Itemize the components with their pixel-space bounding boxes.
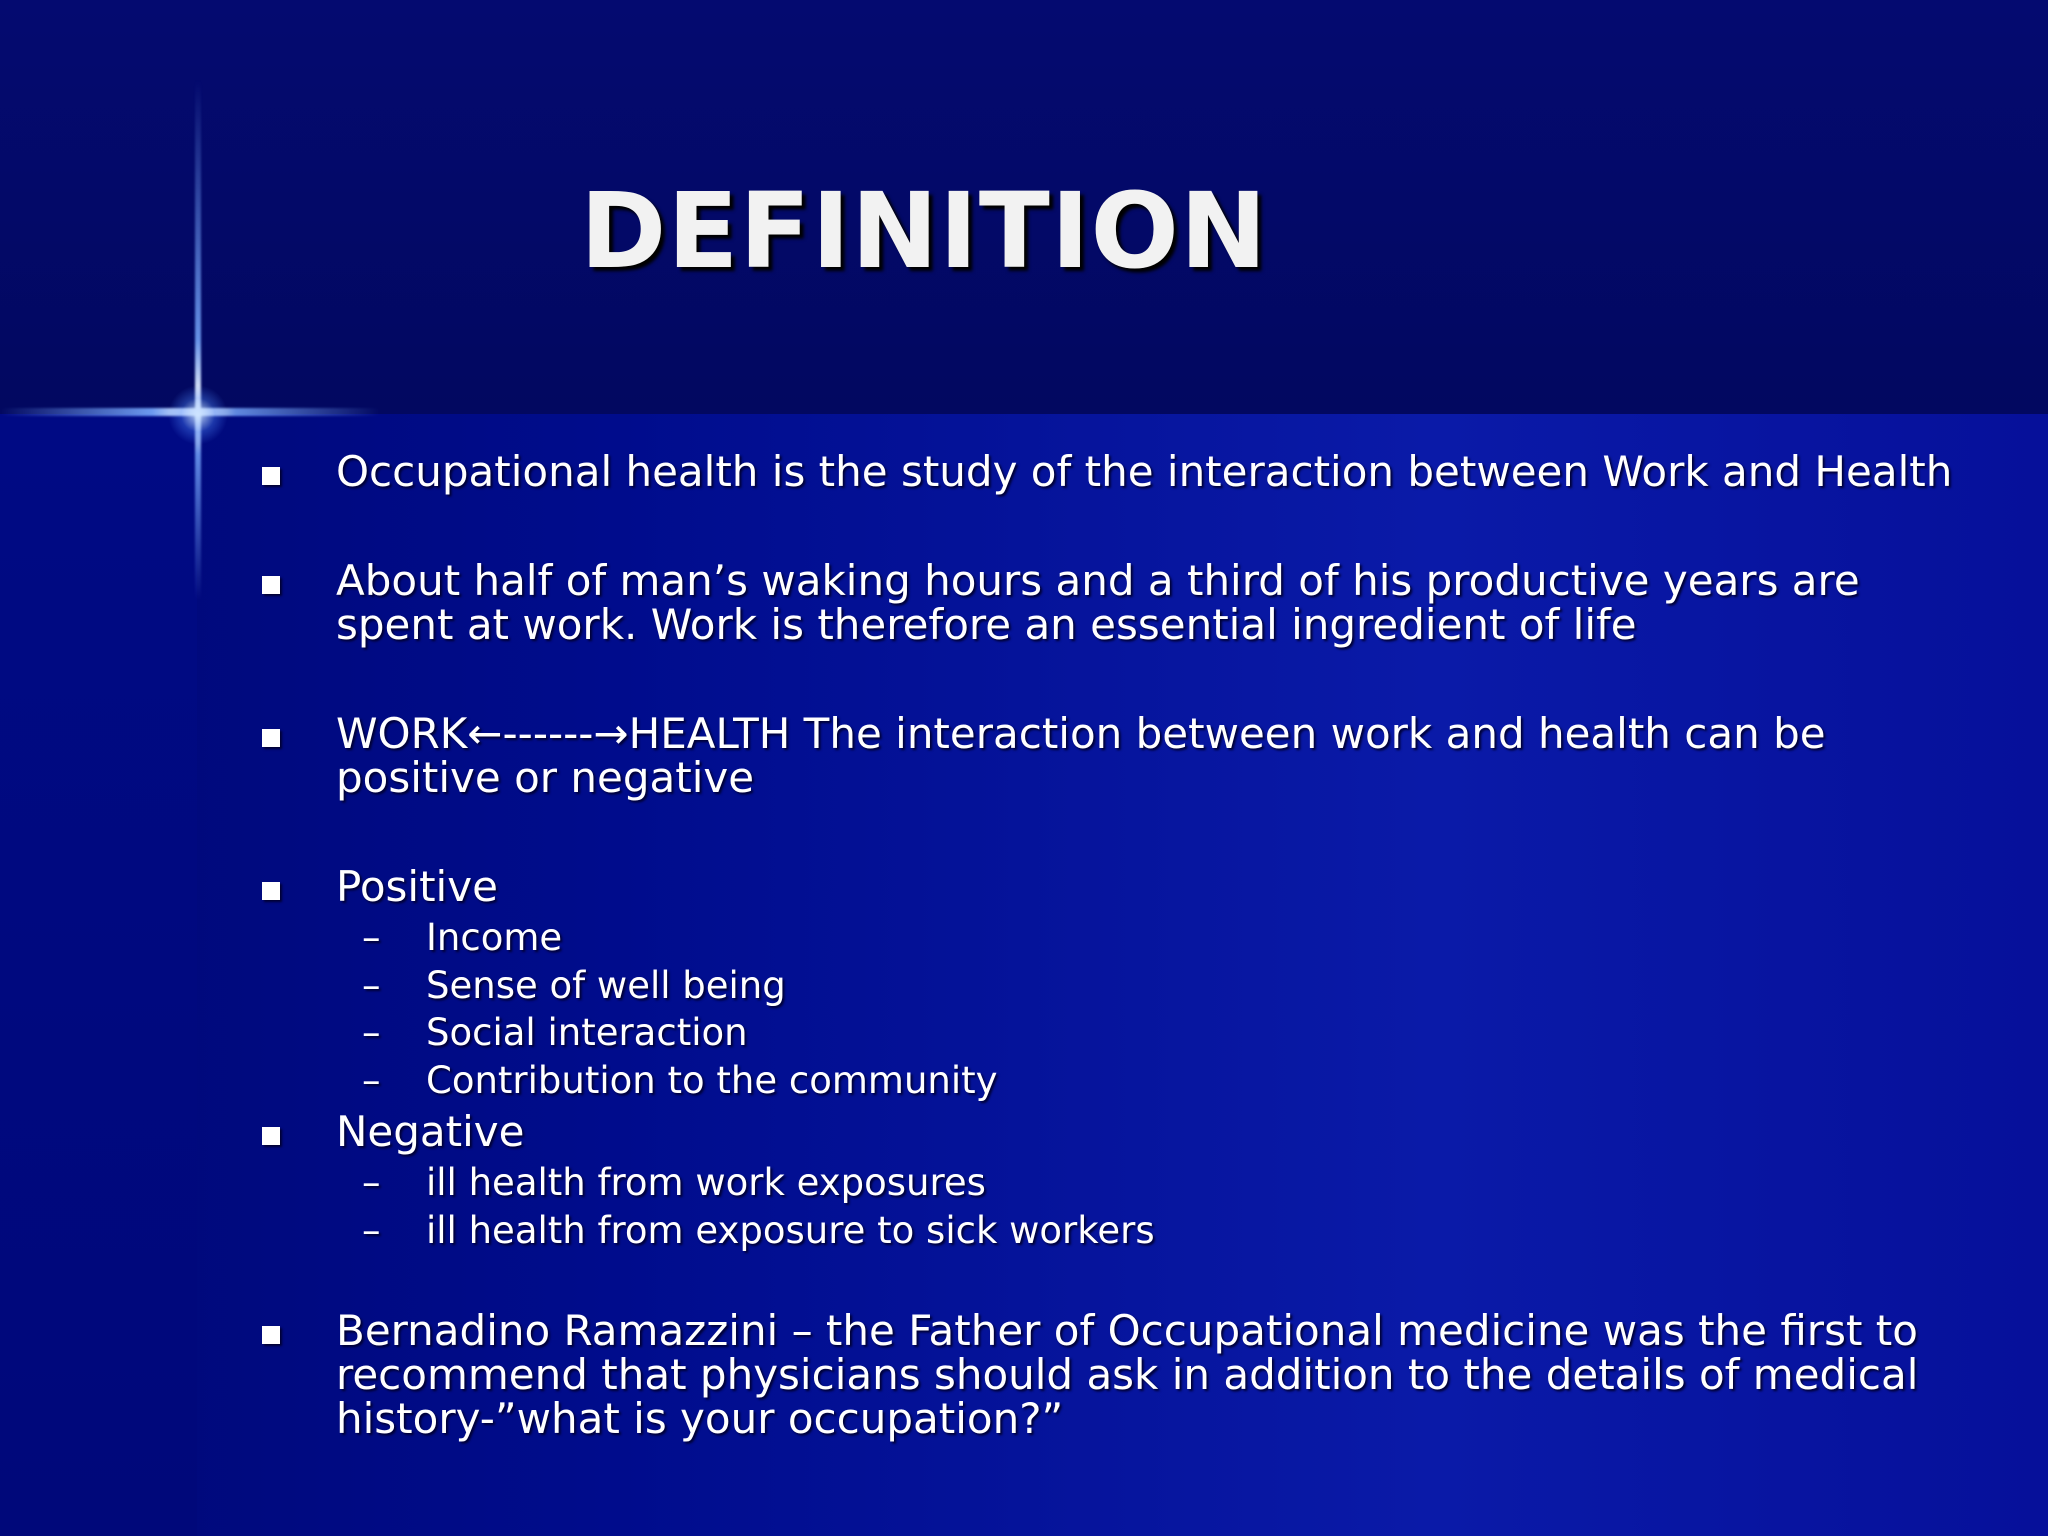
bullet-text — [336, 862, 1956, 911]
bullet-line: Positive — [336, 862, 498, 911]
dash-bullet: – — [362, 1059, 381, 1102]
dash-bullet: – — [362, 1011, 381, 1054]
dash-bullet: – — [362, 916, 381, 959]
sub-item-text: Income — [426, 916, 563, 959]
bullet-text — [336, 556, 1956, 649]
sub-item-text: Contribution to the community — [426, 1059, 998, 1102]
star-glow-icon — [168, 385, 228, 445]
bullet-line: Occupational health is the study of the interaction between Work and Health — [336, 447, 1953, 496]
bullet-text — [336, 709, 1956, 802]
star-flare-vertical — [195, 80, 201, 600]
square-bullet-icon — [262, 467, 280, 485]
sub-item-text: Sense of well being — [426, 964, 786, 1007]
bullet-line: Negative — [336, 1107, 525, 1156]
square-bullet-icon — [262, 1326, 280, 1344]
dash-bullet: – — [362, 1161, 381, 1204]
dash-bullet: – — [362, 964, 381, 1007]
bullet-line: Bernadino Ramazzini – the Father of Occupational medicine was the first to — [336, 1306, 1918, 1355]
bullet-line: WORK←------→HEALTH The interaction between work and health can be — [336, 709, 1826, 758]
bullet-line: positive or negative — [336, 753, 755, 802]
bullet-text — [336, 447, 1956, 496]
sub-item-text: Social interaction — [426, 1011, 748, 1054]
bullet-line: recommend that physicians should ask in addition to the details of medical — [336, 1350, 1919, 1399]
square-bullet-icon — [262, 1127, 280, 1145]
slide-title: DEFINITION — [580, 170, 1268, 292]
square-bullet-icon — [262, 576, 280, 594]
bullet-text — [336, 1306, 1956, 1443]
dash-bullet: – — [362, 1209, 381, 1252]
left-band — [0, 414, 197, 1536]
bullet-line: About half of man’s waking hours and a third of his productive years are — [336, 556, 1860, 605]
sub-item-text: ill health from work exposures — [426, 1161, 986, 1204]
square-bullet-icon — [262, 729, 280, 747]
bullet-text — [336, 1107, 1956, 1156]
bullet-line: history-”what is your occupation?” — [336, 1394, 1064, 1443]
bullet-line: spent at work. Work is therefore an essential ingredient of life — [336, 600, 1637, 649]
square-bullet-icon — [262, 882, 280, 900]
sub-item-text: ill health from exposure to sick workers — [426, 1209, 1155, 1252]
